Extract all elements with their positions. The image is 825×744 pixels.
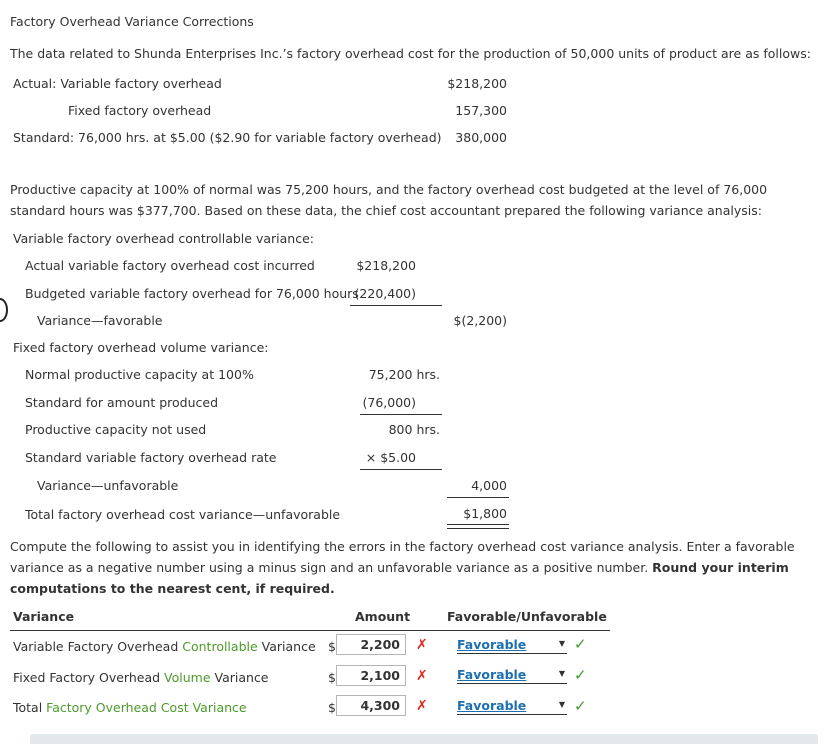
data-label-standard: Standard: 76,000 hrs. at $5.00 ($2.90 for variable factory overhead) bbox=[13, 130, 442, 145]
instructions-bold: Round your interim computations to the nearest cent, if required. bbox=[10, 560, 789, 596]
volume-amount-input[interactable]: 2,100 bbox=[336, 665, 406, 686]
chevron-down-icon: ▼ bbox=[558, 700, 565, 709]
normal-capacity-label: Normal productive capacity at 100% bbox=[25, 367, 254, 382]
page-title: Factory Overhead Variance Corrections bbox=[10, 14, 254, 29]
variance-unfavorable-label: Variance—unfavorable bbox=[37, 478, 179, 493]
row-label-pre: Total bbox=[13, 700, 47, 715]
chevron-down-icon: ▼ bbox=[558, 639, 565, 648]
intro-text: The data related to Shunda Enterprises Inc.’s factory overhead cost for the production of 50,000 units of product are as follows: bbox=[10, 46, 811, 61]
data-label-fixed: Fixed factory overhead bbox=[68, 103, 212, 118]
actual-vfo-value: $218,200 bbox=[356, 258, 416, 273]
incorrect-x-icon: ✗ bbox=[416, 637, 428, 653]
correct-check-icon: ✓ bbox=[574, 697, 587, 715]
budgeted-vfo-label: Budgeted variable factory overhead for 76,000 hours bbox=[25, 286, 359, 301]
rate-value: × $5.00 bbox=[365, 450, 416, 465]
correct-check-icon: ✓ bbox=[574, 666, 587, 684]
chevron-down-icon: ▼ bbox=[558, 669, 565, 678]
dollar-sign: $ bbox=[328, 700, 336, 715]
divider bbox=[360, 414, 442, 415]
incorrect-x-icon: ✗ bbox=[416, 668, 428, 684]
vfo-heading: Variable factory overhead controllable variance: bbox=[13, 231, 314, 246]
col-header-amount: Amount bbox=[355, 609, 411, 624]
standard-amount-label: Standard for amount produced bbox=[25, 395, 219, 410]
data-value-fixed: 157,300 bbox=[455, 103, 507, 118]
total-variance-value: $1,800 bbox=[463, 506, 507, 521]
col-header-variance: Variance bbox=[13, 609, 75, 624]
incorrect-x-icon: ✗ bbox=[416, 698, 428, 714]
correct-check-icon: ✓ bbox=[574, 635, 587, 653]
divider bbox=[360, 469, 442, 470]
row-label-pre: Variable Factory Overhead bbox=[13, 639, 183, 654]
col-header-fav: Favorable/Unfavorable bbox=[447, 609, 607, 624]
productive-capacity-paragraph: Productive capacity at 100% of normal was 75,200 hours, and the factory overhead cost budgeted at the level of 76,000 standard hours was $377,700. Based on these data, the chief cost accountant prepared the following variance analysis: bbox=[10, 182, 768, 218]
normal-capacity-value: 75,200 hrs. bbox=[368, 367, 440, 382]
rate-label: Standard variable factory overhead rate bbox=[25, 450, 277, 465]
dollar-sign: $ bbox=[328, 639, 336, 654]
double-underline bbox=[447, 524, 509, 529]
header-divider bbox=[10, 630, 610, 631]
standard-amount-value: (76,000) bbox=[362, 395, 416, 410]
row-label-green: Factory Overhead Cost Variance bbox=[46, 700, 247, 715]
controllable-amount-input[interactable]: 2,200 bbox=[336, 634, 406, 655]
select-value: Favorable bbox=[457, 698, 527, 713]
variance-favorable-label: Variance—favorable bbox=[37, 313, 163, 328]
edge-bracket bbox=[0, 298, 8, 322]
row-label-controllable bbox=[13, 639, 316, 654]
data-value-actual-variable: $218,200 bbox=[447, 76, 507, 91]
fixed-heading: Fixed factory overhead volume variance: bbox=[13, 340, 269, 355]
data-label-actual-variable: Actual: Variable factory overhead bbox=[13, 76, 222, 91]
instructions-text: Compute the following to assist you in identifying the errors in the factory overhead cost variance analysis. Enter a favorable variance as a negative number using a minus sign and an unfavorable variance as a positive number. bbox=[10, 539, 795, 575]
budgeted-vfo-value: (220,400) bbox=[354, 286, 416, 301]
variance-unfavorable-value: 4,000 bbox=[471, 478, 507, 493]
feedback-panel bbox=[30, 734, 818, 744]
data-value-standard: 380,000 bbox=[455, 130, 507, 145]
row-label-volume bbox=[13, 670, 269, 685]
divider bbox=[350, 305, 442, 306]
not-used-value: 800 hrs. bbox=[388, 422, 440, 437]
actual-vfo-label: Actual variable factory overhead cost incurred bbox=[25, 258, 315, 273]
row-label-post: Variance bbox=[257, 639, 316, 654]
not-used-label: Productive capacity not used bbox=[25, 422, 207, 437]
select-value: Favorable bbox=[457, 667, 527, 682]
total-amount-input[interactable]: 4,300 bbox=[336, 695, 406, 716]
row-label-green: Volume bbox=[164, 670, 211, 685]
row-label-post: Variance bbox=[210, 670, 269, 685]
divider bbox=[447, 497, 509, 498]
row-label-total bbox=[13, 700, 247, 715]
row-label-pre: Fixed Factory Overhead bbox=[13, 670, 165, 685]
volume-fav-select[interactable] bbox=[457, 667, 567, 684]
row-label-green: Controllable bbox=[182, 639, 258, 654]
instructions bbox=[10, 536, 810, 599]
total-fav-select[interactable] bbox=[457, 698, 567, 715]
dollar-sign: $ bbox=[328, 670, 336, 685]
controllable-fav-select[interactable] bbox=[457, 637, 567, 654]
total-variance-label: Total factory overhead cost variance—unfavorable bbox=[25, 507, 341, 522]
variance-favorable-value: $(2,200) bbox=[453, 313, 507, 328]
select-value: Favorable bbox=[457, 637, 527, 652]
